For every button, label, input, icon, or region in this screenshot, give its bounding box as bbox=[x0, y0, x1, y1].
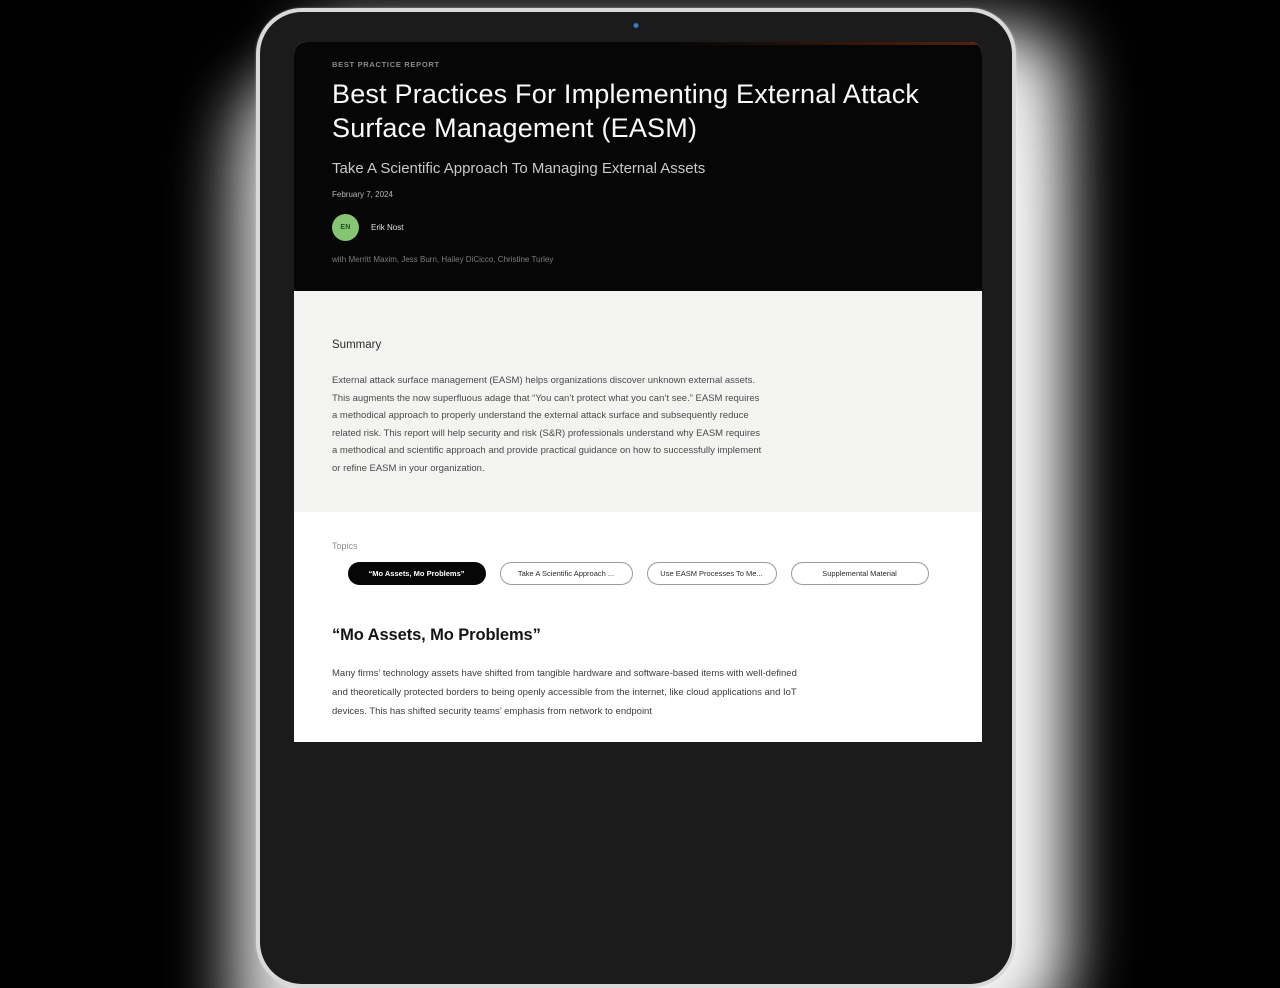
front-camera-icon bbox=[632, 21, 641, 30]
summary-section bbox=[294, 291, 982, 512]
author-name[interactable]: Erik Nost bbox=[371, 223, 404, 232]
topic-pill-easm-processes[interactable]: Use EASM Processes To Me... bbox=[647, 562, 777, 585]
author-row bbox=[332, 214, 944, 241]
section-body: Many firms’ technology assets have shifted from tangible hardware and software-based items with well-defined and theoretically protected borders to being openly accessible from the internet, like cloud applications and IoT devices. This has shifted security teams’ emphasis from network to endpoint bbox=[332, 668, 797, 718]
topic-pill-row bbox=[332, 562, 944, 585]
author-initials: EN bbox=[340, 224, 351, 231]
contributors-byline: with Merritt Maxim, Jess Burn, Hailey DiCicco, Christine Turley bbox=[332, 255, 554, 264]
topic-pill-scientific-approach[interactable]: Take A Scientific Approach ... bbox=[500, 562, 633, 585]
publish-date: February 7, 2024 bbox=[332, 190, 393, 199]
article-section bbox=[294, 626, 982, 722]
topic-pill-mo-assets[interactable]: “Mo Assets, Mo Problems” bbox=[348, 562, 486, 585]
topics-section bbox=[294, 512, 982, 585]
section-heading: “Mo Assets, Mo Problems” bbox=[332, 626, 541, 644]
topic-pill-supplemental-material[interactable]: Supplemental Material bbox=[791, 562, 929, 585]
summary-heading: Summary bbox=[332, 339, 382, 351]
tablet-screen bbox=[294, 42, 982, 742]
page-subtitle: Take A Scientific Approach To Managing External Assets bbox=[332, 160, 706, 177]
topics-label: Topics bbox=[332, 541, 358, 551]
tablet-device bbox=[256, 8, 1016, 988]
author-avatar[interactable] bbox=[332, 214, 359, 241]
report-eyebrow: BEST PRACTICE REPORT bbox=[332, 60, 440, 69]
page-title: Best Practices For Implementing External Attack Surface Management (EASM) bbox=[332, 79, 920, 143]
report-header bbox=[294, 42, 982, 291]
summary-body: External attack surface management (EASM) helps organizations discover unknown external assets. This augments the now superfluous adage that “You can’t protect what you can’t see.” EASM requires a methodical approach to properly understand the external attack surface and subsequently reduce related risk. This report will help security and risk (S&R) professionals understand why EASM requires a methodical and scientific approach and provide practical guidance on how to successfully implement or refine EASM in your organization. bbox=[332, 375, 762, 474]
